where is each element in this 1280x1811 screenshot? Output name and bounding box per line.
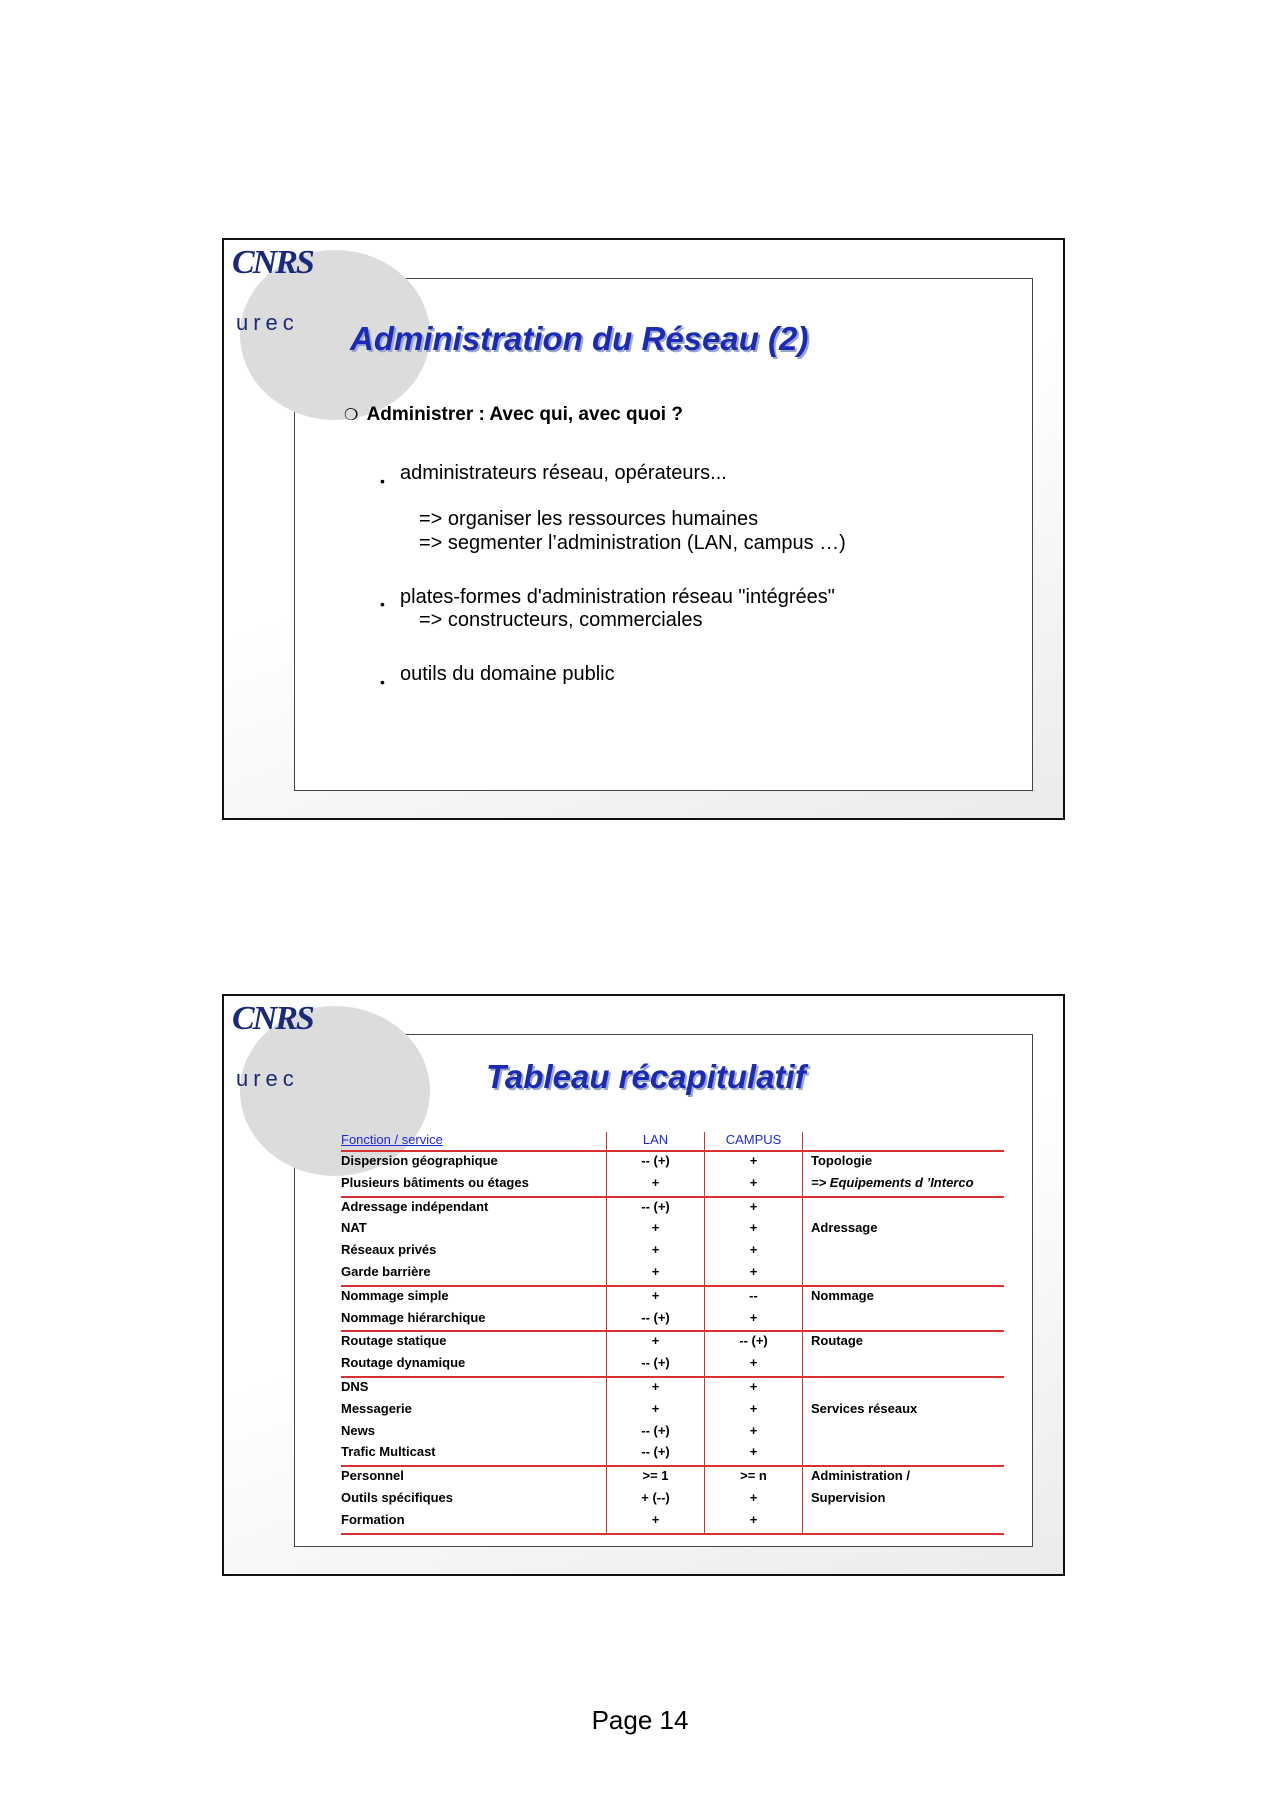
table-row: NAT + + Adressage xyxy=(341,1219,1004,1241)
header-fonction-service: Fonction / service xyxy=(341,1132,607,1151)
hollow-circle-bullet-icon: ❍ xyxy=(344,407,359,424)
table-row: Trafic Multicast -- (+) + xyxy=(341,1443,1004,1466)
table-row: News -- (+) + xyxy=(341,1422,1004,1444)
table-row: Garde barrière + + xyxy=(341,1263,1004,1286)
table-row: Formation + + xyxy=(341,1511,1004,1534)
table-header-row xyxy=(341,1132,1004,1151)
table-row: Personnel >= 1 >= n Administration / xyxy=(341,1466,1004,1489)
table-row: Nommage simple + -- Nommage xyxy=(341,1286,1004,1309)
bullet-icon: • xyxy=(380,674,385,690)
table-row: Plusieurs bâtiments ou étages + + => Equipements d ’Interco xyxy=(341,1174,1004,1197)
slide-title: Administration du Réseau (2) xyxy=(350,320,809,357)
bullet-icon: • xyxy=(380,473,385,489)
header-campus: CAMPUS xyxy=(705,1132,803,1151)
bullet-item: plates-formes d'administration réseau "intégrées" xyxy=(400,586,835,608)
sub-item: => segmenter l’administration (LAN, campus …) xyxy=(419,532,846,554)
table-row: Adressage indépendant -- (+) + xyxy=(341,1197,1004,1220)
bullet-item: outils du domaine public xyxy=(400,663,615,685)
cnrs-urec-logo: CNRS urec xyxy=(232,244,313,335)
table-row: Dispersion géographique -- (+) + Topologie xyxy=(341,1151,1004,1174)
slide-title: Tableau récapitulatif xyxy=(486,1058,806,1095)
summary-table xyxy=(341,1132,1004,1535)
table-row: Messagerie + + Services réseaux xyxy=(341,1400,1004,1422)
sub-item: => constructeurs, commerciales xyxy=(419,609,703,631)
page-number: Page 14 xyxy=(591,1705,689,1735)
header-category xyxy=(803,1132,1005,1151)
slide-heading: ❍ Administrer : Avec qui, avec quoi ? xyxy=(344,404,683,425)
bullet-icon: • xyxy=(380,596,385,612)
slide-tableau-recapitulatif xyxy=(222,994,1065,1576)
table-row: Routage statique + -- (+) Routage xyxy=(341,1331,1004,1354)
cnrs-urec-logo: CNRS urec xyxy=(232,1000,313,1091)
slide-administration-reseau xyxy=(222,238,1065,820)
header-lan: LAN xyxy=(607,1132,705,1151)
sub-item: => organiser les ressources humaines xyxy=(419,508,759,530)
table-row: Réseaux privés + + xyxy=(341,1241,1004,1263)
table-row: Routage dynamique -- (+) + xyxy=(341,1354,1004,1377)
bullet-item: administrateurs réseau, opérateurs... xyxy=(400,462,727,484)
table-row: Nommage hiérarchique -- (+) + xyxy=(341,1309,1004,1332)
table-row: DNS + + xyxy=(341,1377,1004,1400)
table-row: Outils spécifiques + (--) + Supervision xyxy=(341,1489,1004,1511)
